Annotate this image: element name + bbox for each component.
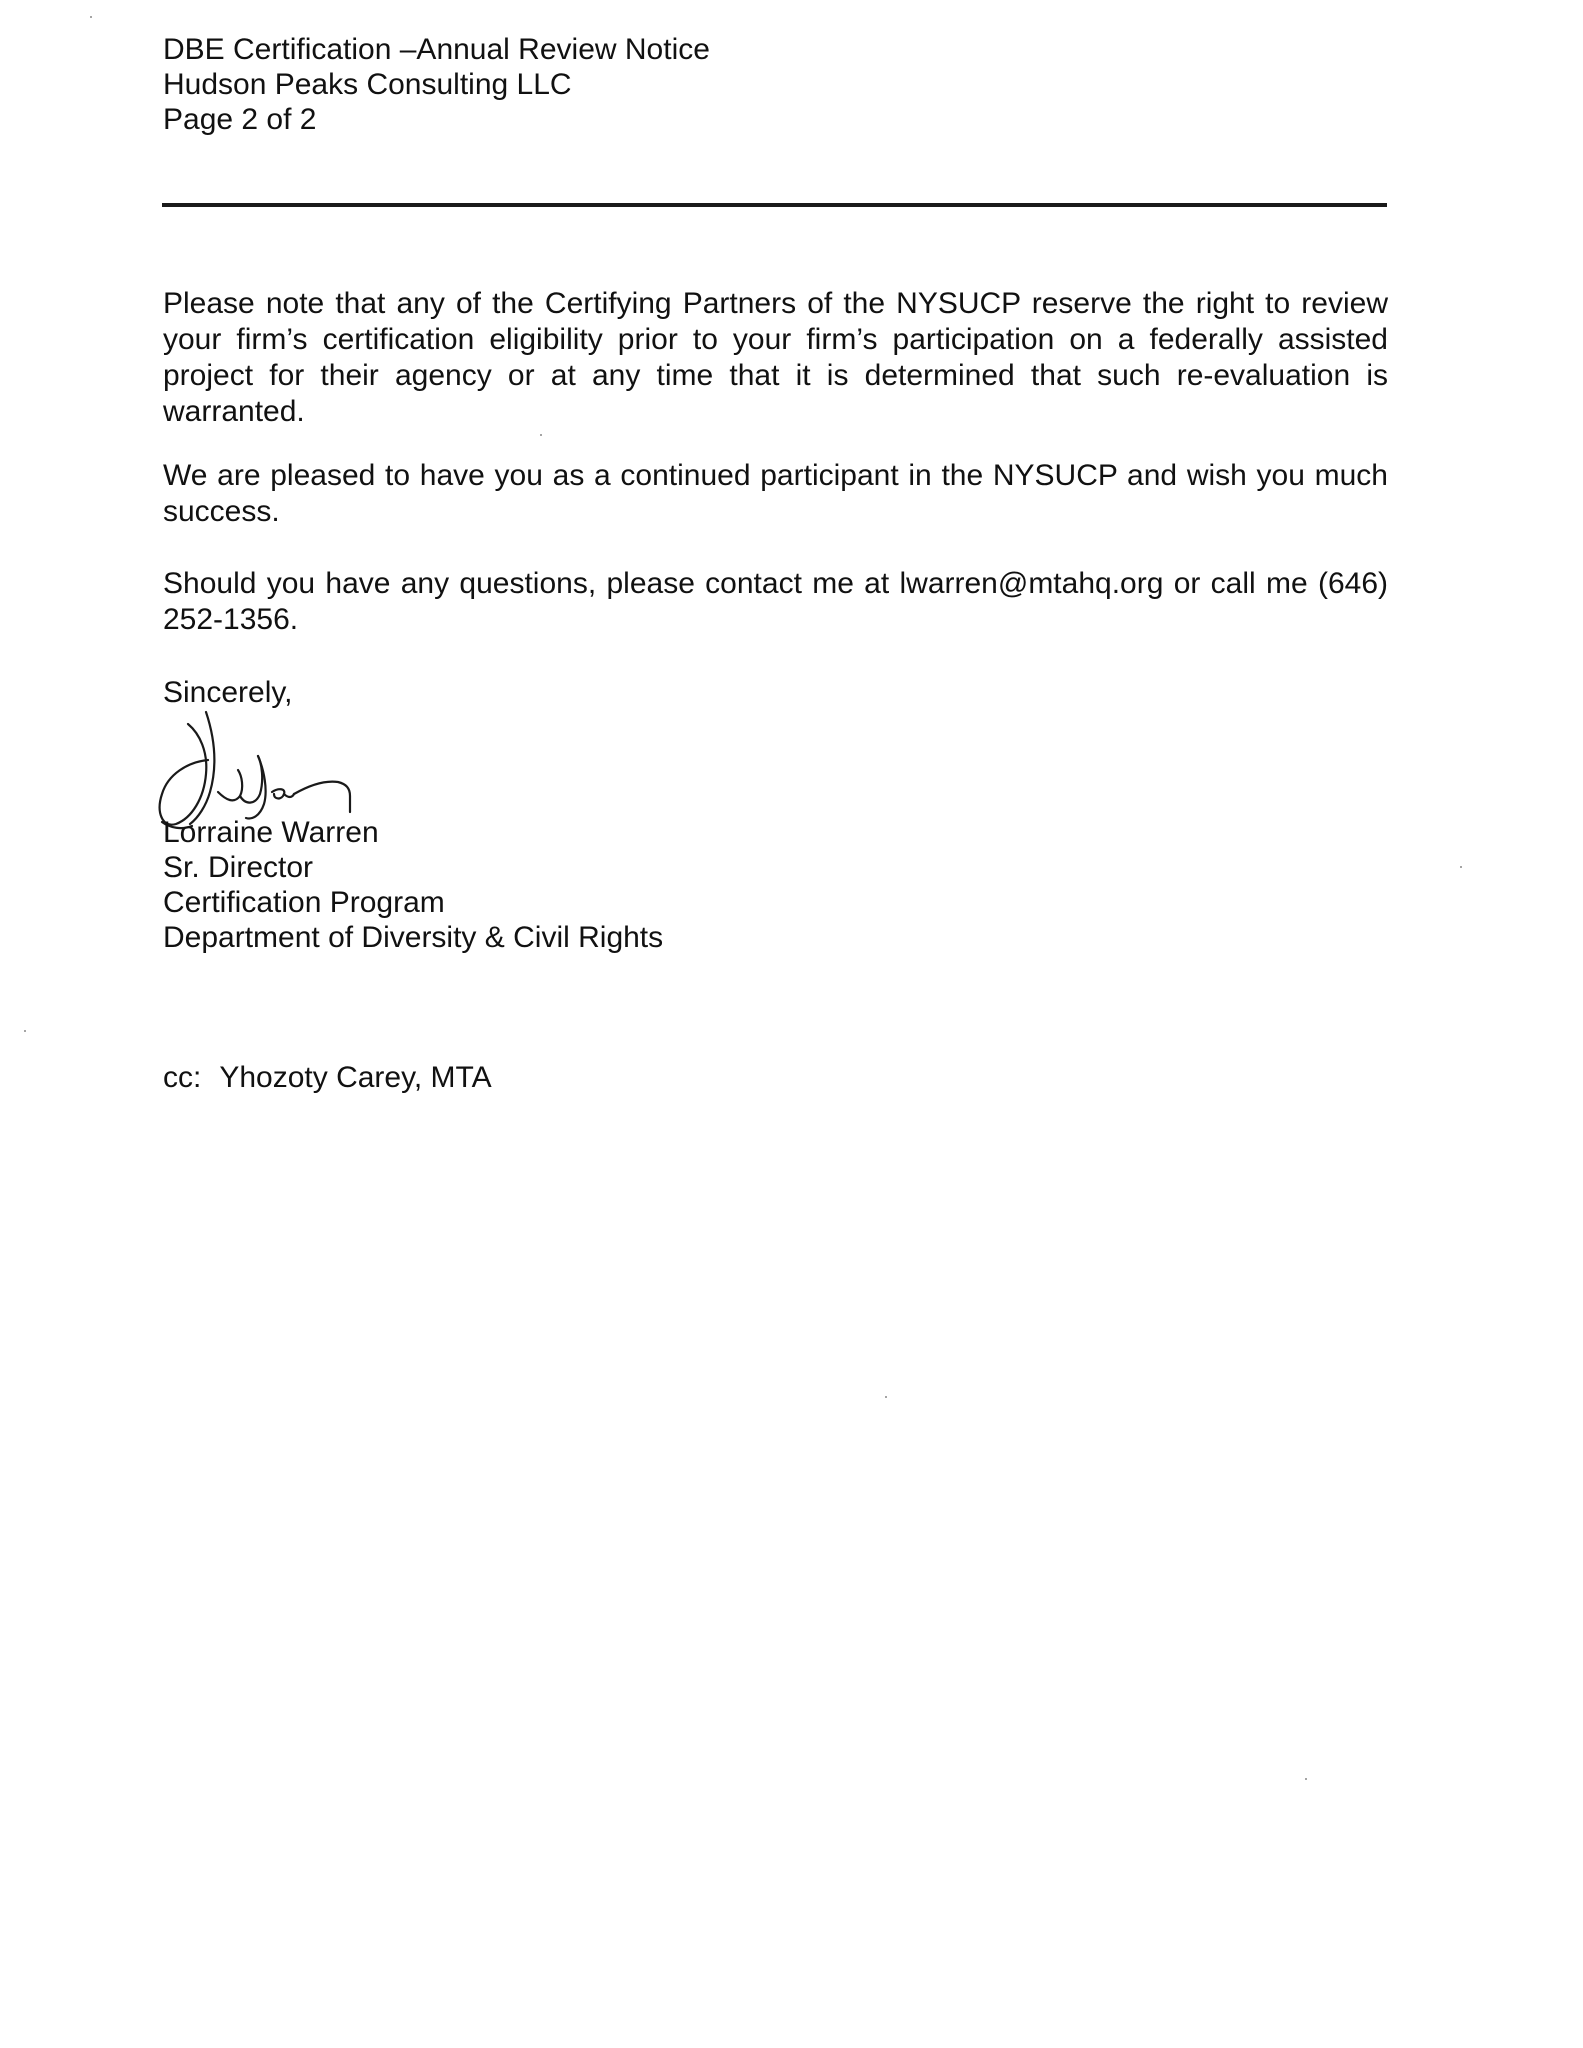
letter-header xyxy=(163,32,710,137)
document-title: DBE Certification –Annual Review Notice xyxy=(163,33,710,66)
signatory-name: Lorraine Warren xyxy=(163,816,379,849)
signatory-department: Department of Diversity & Civil Rights xyxy=(163,921,664,954)
scan-speck xyxy=(90,16,92,18)
scan-speck xyxy=(885,1396,887,1398)
header-divider xyxy=(162,203,1387,207)
signatory-program: Certification Program xyxy=(163,886,445,919)
signatory-title: Sr. Director xyxy=(163,851,314,884)
cc-line xyxy=(163,1060,492,1095)
scan-speck xyxy=(1460,866,1462,868)
scan-speck xyxy=(540,434,542,436)
paragraph-contact: Should you have any questions, please contact me at lwarren@mtahq.org or call me (646) 252-1356. xyxy=(163,567,1388,636)
paragraph-participation: We are pleased to have you as a continued participant in the NYSUCP and wish you much success. xyxy=(163,459,1388,528)
company-name: Hudson Peaks Consulting LLC xyxy=(163,68,572,101)
signature-block xyxy=(163,815,663,955)
scan-speck xyxy=(24,1030,26,1032)
cc-label: cc: xyxy=(163,1061,202,1094)
closing-salutation: Sincerely, xyxy=(163,676,293,709)
page-number: Page 2 of 2 xyxy=(163,103,317,136)
cc-recipient: Yhozoty Carey, MTA xyxy=(219,1061,492,1094)
paragraph-review-rights: Please note that any of the Certifying Partners of the NYSUCP reserve the right to review your firm’s certification eligibility prior to your firm’s participation on a federally assisted project for their agency or at any time that it is determined that such re-evaluation is warranted. xyxy=(163,287,1388,428)
scan-speck xyxy=(1305,1778,1307,1780)
